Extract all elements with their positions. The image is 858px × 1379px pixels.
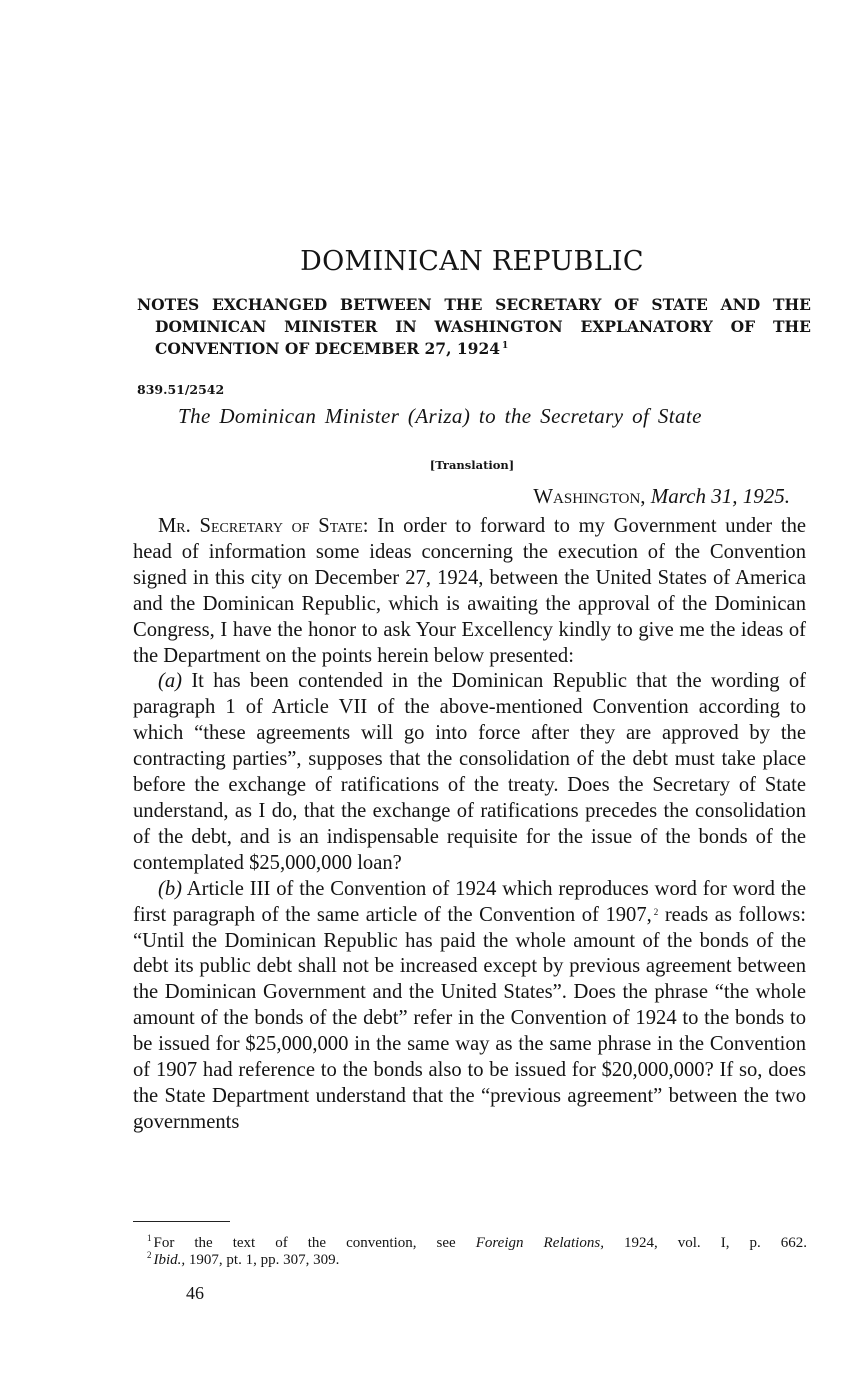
paragraph-a [133,669,806,876]
paragraph-b [133,877,806,1136]
document-subtitle [137,294,811,360]
footnote-2-text-after: 1907, pt. 1, pp. 307, 309. [188,1252,340,1268]
footnote-2-source: Ibid., [153,1252,186,1268]
dateline-place: Washington, [533,484,646,508]
paragraph-b-label: (b) [158,877,183,900]
salutation: Mr. Secretary of State: [158,515,369,537]
translation-note: [Translation] [429,458,515,472]
footnote-divider [133,1221,230,1222]
subtitle-line-1: NOTES EXCHANGED BETWEEN THE SECRETARY OF STATE AND THE [137,295,811,314]
paragraph-b-text-1: Article III of the Convention of 1924 which reproduces word for word the first paragraph of the same article of the Convention of 1907, [133,877,806,926]
footnote-2 [147,1252,807,1269]
footnote-1-source: Foreign Relations, [475,1235,604,1251]
dateline [533,484,790,509]
file-number: 839.51/2542 [137,382,225,397]
paragraph-a-label: (a) [158,670,183,693]
letter-body [133,514,806,1136]
footnote-2-mark: 2 [147,1250,152,1260]
footnote-1-text-after: 1924, vol. I, p. 662. [623,1235,808,1251]
footnote-1-text-before: For the text of the convention, see [153,1235,456,1251]
dateline-date: March 31, 1925. [650,484,790,508]
footnotes [147,1235,807,1269]
footnote-1-mark: 1 [147,1233,152,1243]
footnote-1 [147,1235,807,1252]
footnote-reference-2: 2 [653,906,659,917]
paragraph-a-text: It has been contended in the Dominican Republic that the wording of paragraph 1 of Article VII of the above-mentioned Convention according to which “these agreements will go into force after they are approved by the contracting parties”, supposes that the consolidation of the debt must take place before the exchange of ratifications of the treaty. Does the Secretary of State understand, as I do, that the exchange of ratifications precedes the consolidation of the debt, and is an indispensable requisite for the issue of the bonds of the contemplated $25,000,000 loan? [133,670,806,874]
paragraph-opening [133,514,806,669]
subtitle-line-3 [137,338,811,360]
paragraph-b-text-2: reads as follows: “Until the Dominican Republic has paid the whole amount of the bonds of the debt its public debt shall not be increased except by previous agreement between the Dominican Government and the United States”. Does the phrase “the whole amount of the bonds of the debt” refer in the Convention of 1924 to the bonds to be issued for $25,000,000 in the same way as the same phrase in the Convention of 1907 had reference to the bonds also to be issued for $20,000,000? If so, does the State Department understand that the “previous agreement” between the two governments [133,903,806,1133]
footnote-reference-1: 1 [502,341,509,351]
subtitle-line-3-text: CONVENTION OF DECEMBER 27, 1924 [155,339,501,358]
document-title: DOMINICAN REPUBLIC [300,246,644,277]
page-number: 46 [186,1283,204,1303]
subtitle-line-2: DOMINICAN MINISTER IN WASHINGTON EXPLANATORY OF THE [155,317,811,336]
letter-heading: The Dominican Minister (Ariza) to the Secretary of State [178,404,702,428]
paragraph-opening-text: In order to forward to my Government under the head of information some ideas concerning the execution of the Convention signed in this city on December 27, 1924, between the United States of America and the Dominican Republic, which is awaiting the approval of the Dominican Congress, I have the honor to ask Your Excellency kindly to give me the ideas of the Department on the points herein below presented: [133,515,807,667]
